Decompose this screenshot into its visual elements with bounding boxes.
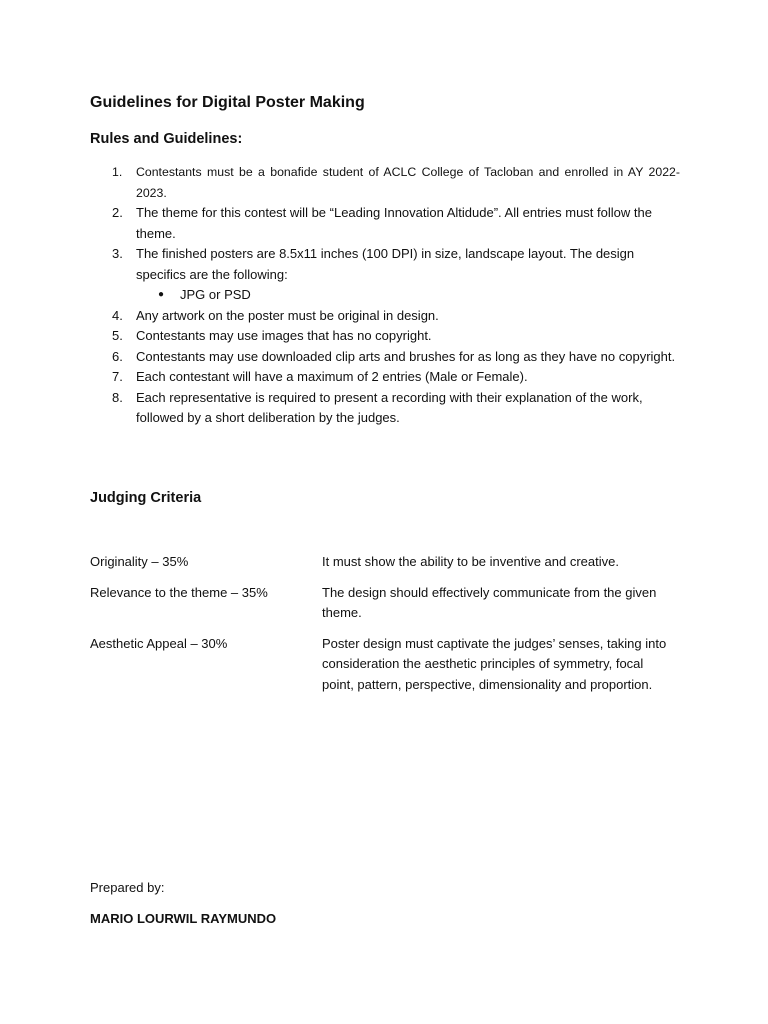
rule-number: 8. (112, 389, 123, 405)
rule-number: 2. (112, 205, 123, 220)
bullet-icon: ● (158, 289, 165, 300)
rule-sublist (136, 285, 680, 306)
criterion-description: The design should effectively communicate from the given theme. (322, 584, 657, 620)
criterion-name: Relevance to the theme – 35% (90, 584, 268, 600)
criteria-row (90, 583, 680, 624)
rule-text: Contestants may use images that has no copyright. (136, 328, 432, 343)
judging-heading: Judging Criteria (90, 490, 202, 506)
rule-number: 3. (112, 246, 123, 261)
rule-text: Contestants must be a bonafide student of ACLC College of Tacloban and enrolled in AY 2022-2023. (136, 165, 680, 200)
rule-item (90, 367, 680, 388)
prepared-by-label: Prepared by: (90, 880, 165, 895)
rules-heading: Rules and Guidelines: (90, 131, 243, 147)
rule-number: 5. (112, 328, 123, 343)
rule-text: Each contestant will have a maximum of 2 entries (Male or Female). (136, 369, 528, 384)
rule-number: 1. (112, 165, 123, 179)
document-title: Guidelines for Digital Poster Making (90, 94, 365, 111)
rule-text: The finished posters are 8.5x11 inches (100 DPI) in size, landscape layout. The design specifics are the following: (136, 246, 635, 282)
criteria-row (90, 552, 680, 573)
rule-item (90, 306, 680, 327)
sublist-item (136, 285, 680, 306)
criterion-name: Aesthetic Appeal – 30% (90, 635, 228, 651)
rule-item (90, 388, 680, 429)
rule-text: Any artwork on the poster must be original in design. (136, 307, 439, 323)
preparer-name: MARIO LOURWIL RAYMUNDO (90, 911, 277, 926)
rules-list (90, 162, 680, 429)
rule-item (90, 203, 680, 244)
rule-item (90, 162, 680, 203)
sublist-text: JPG or PSD (180, 287, 251, 302)
criterion-description: Poster design must captivate the judges’ senses, taking into consideration the aesthetic principles of symmetry, focal point, pattern, perspective, dimensionality and proportion. (322, 635, 667, 692)
rule-text: Each representative is required to present a recording with their explanation of the work, followed by a short deliberation by the judges. (136, 389, 643, 425)
rule-item (90, 326, 680, 347)
rule-number: 7. (112, 369, 123, 384)
criterion-description: It must show the ability to be inventive and creative. (322, 554, 619, 569)
rule-number: 6. (112, 348, 123, 364)
rule-number: 4. (112, 307, 123, 323)
criterion-name: Originality – 35% (90, 554, 189, 569)
rule-item (90, 347, 680, 368)
rule-item (90, 244, 680, 306)
criteria-table (90, 552, 680, 705)
rule-text: Contestants may use downloaded clip arts and brushes for as long as they have no copyright. (136, 348, 676, 364)
criteria-row (90, 634, 680, 696)
rule-text: The theme for this contest will be “Leading Innovation Altidude”. All entries must follow the theme. (136, 205, 652, 241)
